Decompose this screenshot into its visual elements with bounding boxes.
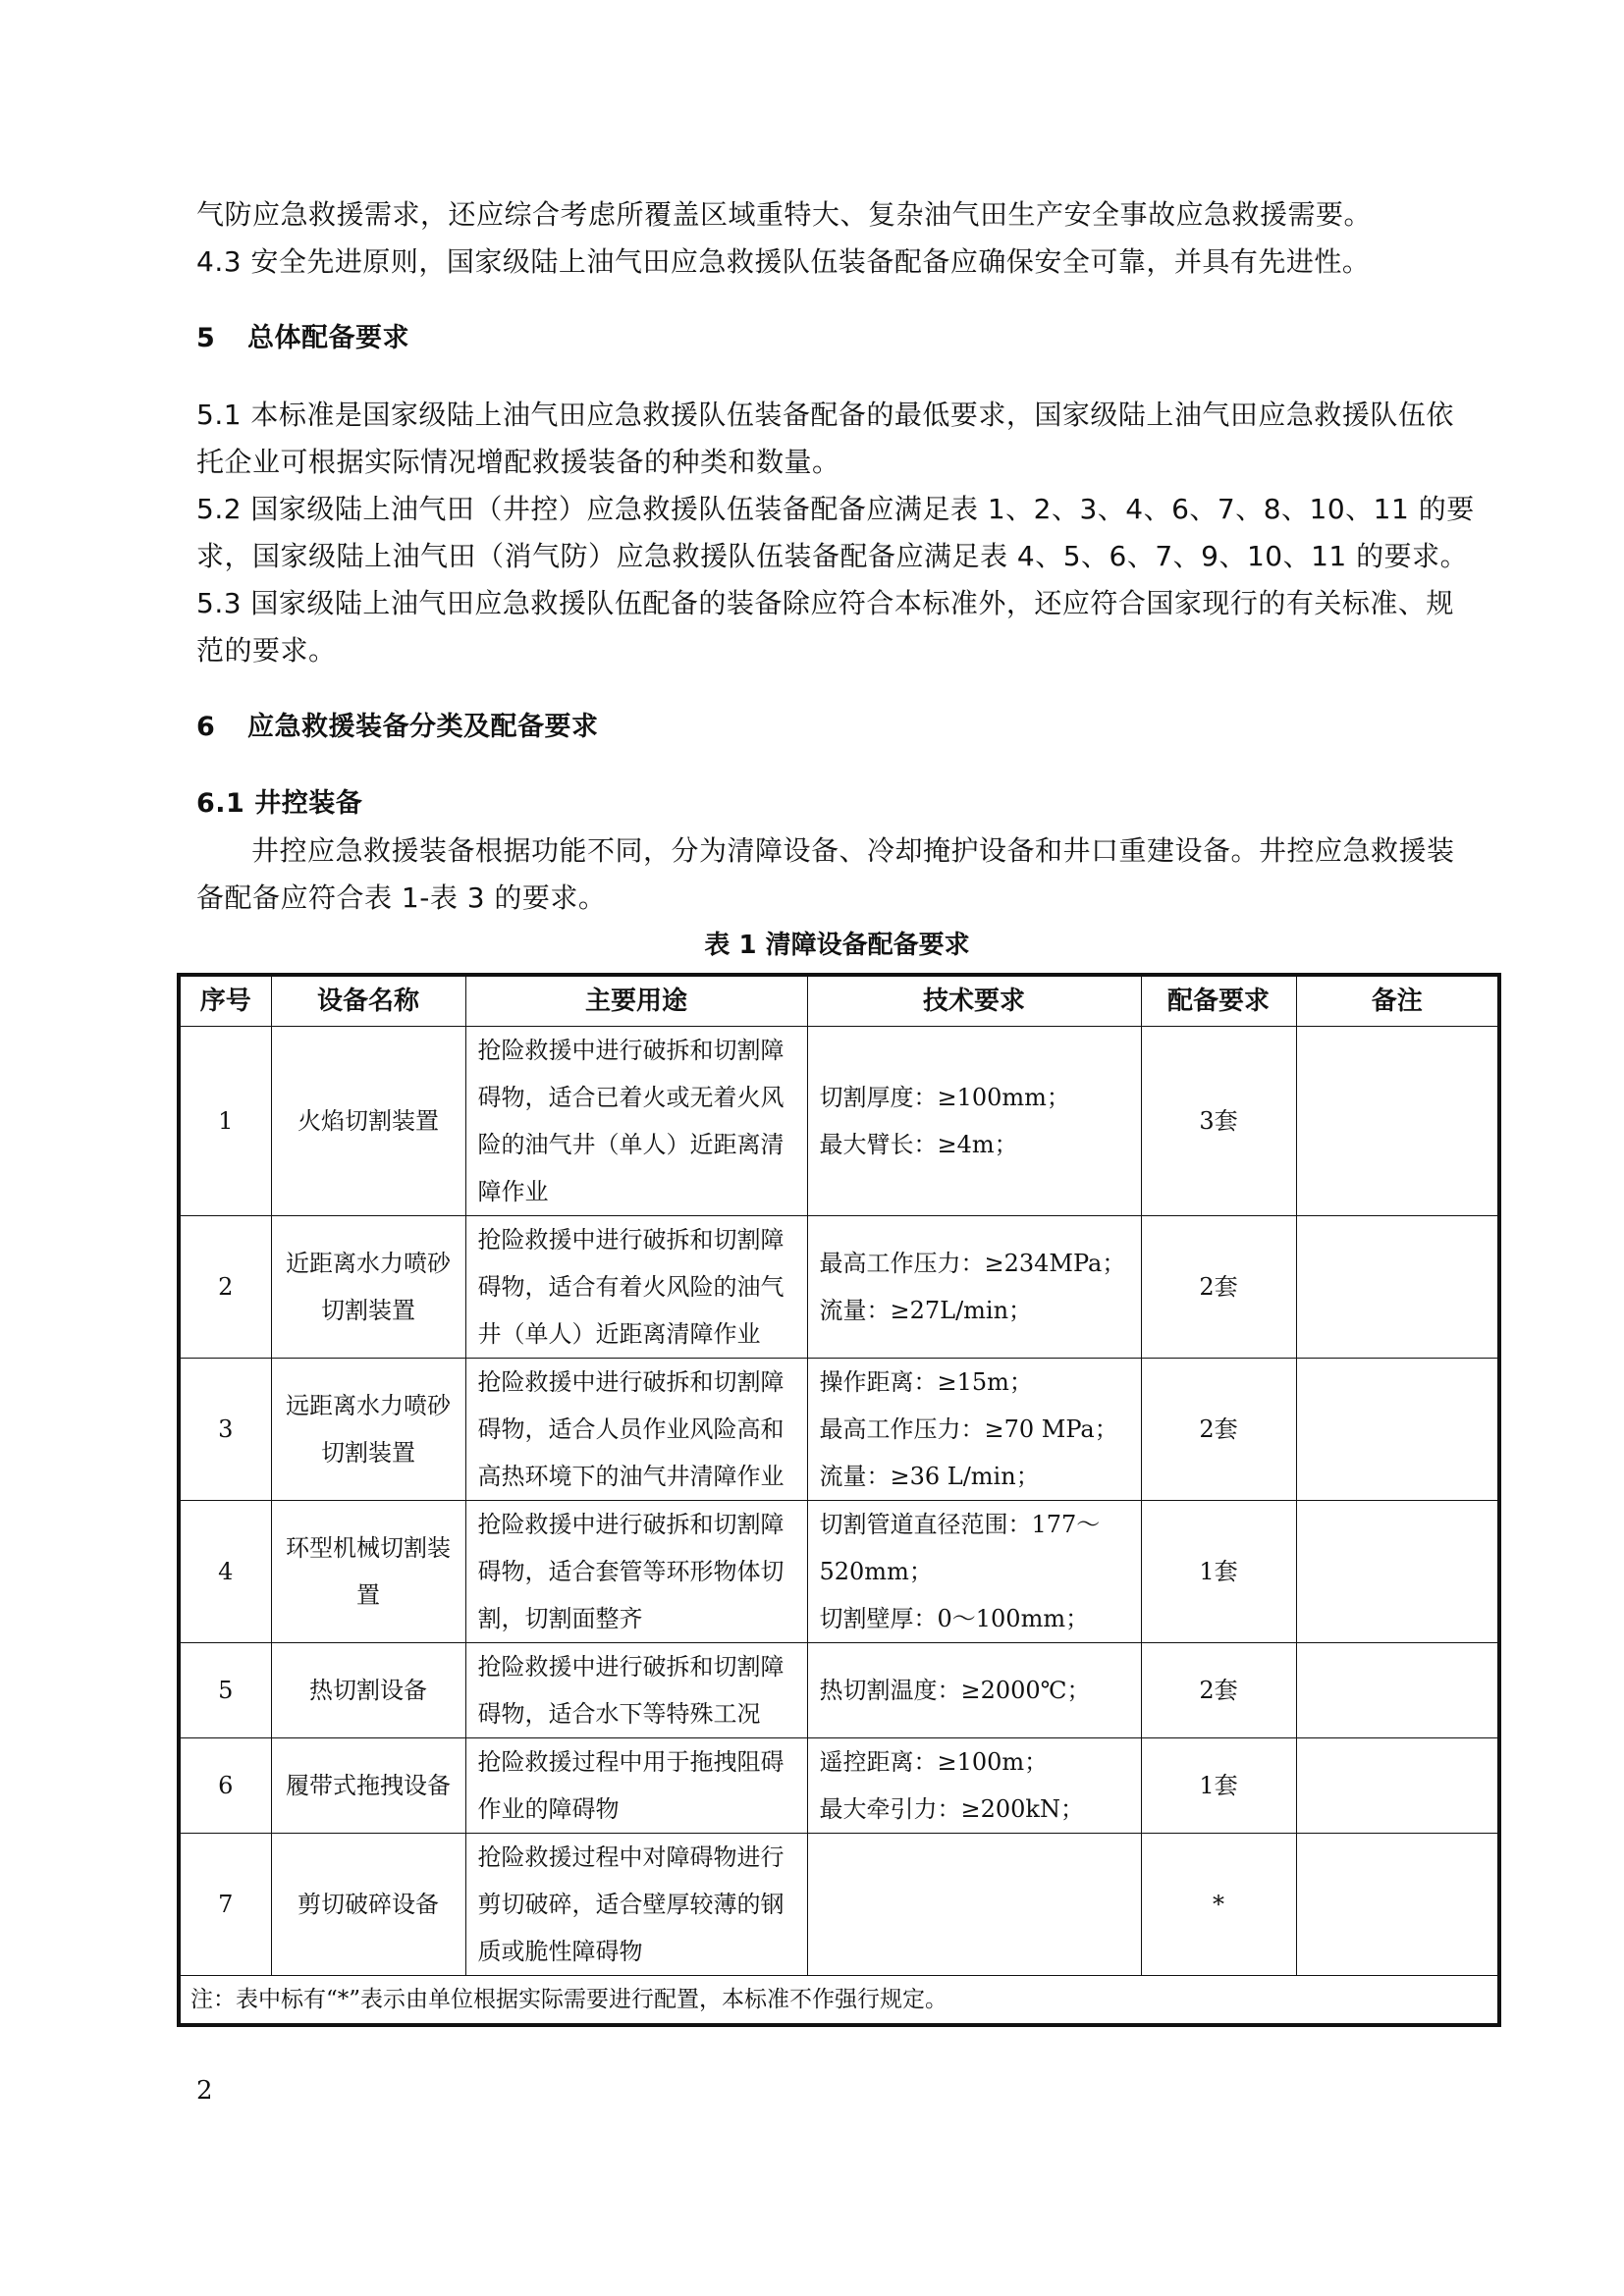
cell-use: 抢险救援中进行破拆和切割障碍物，适合有着火风险的油气井（单人）近距离清障作业 [465, 1216, 807, 1359]
cell-note [1296, 1834, 1499, 1976]
tech-line: 切割壁厚：0～100mm； [819, 1605, 1090, 1632]
tech-line: 最高工作压力：≥234MPa； [819, 1250, 1126, 1277]
cell-note [1296, 1359, 1499, 1501]
tech-line: 遥控距离：≥100m； [819, 1748, 1049, 1776]
section-6-heading [196, 704, 1478, 751]
section-5-1: 5.1 本标准是国家级陆上油气田应急救援队伍装备配备的最低要求，国家级陆上油气田应急救援队伍依托企业可根据实际情况增配救援装备的种类和数量。 [196, 399, 1454, 478]
tech-line: 流量：≥27L/min； [819, 1297, 1033, 1324]
cell-no: 1 [179, 1027, 271, 1216]
section-5-2: 5.2 国家级陆上油气田（井控）应急救援队伍装备配备应满足表 1、2、3、4、6、7、8、10、11 的要求，国家级陆上油气田（消气防）应急救援队伍装备配备应满足表 4、5、6、7、9、10、11 的要求。 [196, 493, 1475, 572]
tech-line: 操作距离：≥15m； [819, 1368, 1033, 1396]
cell-note [1296, 1643, 1499, 1738]
section-5-heading [196, 315, 1478, 362]
tech-line: 切割厚度：≥100mm； [819, 1084, 1070, 1111]
table-1-caption: 表 1 清障设备配备要求 [704, 931, 970, 960]
tech-line: 最大臂长：≥4m； [819, 1131, 1018, 1158]
cell-tech [807, 1643, 1141, 1738]
table-header-row [179, 975, 1499, 1027]
table-row [179, 1643, 1499, 1738]
cell-no: 2 [179, 1216, 271, 1359]
table-row [179, 1216, 1499, 1359]
table-row [179, 1359, 1499, 1501]
cell-note [1296, 1027, 1499, 1216]
cell-name: 履带式拖拽设备 [271, 1738, 465, 1834]
cell-qty: 2套 [1141, 1643, 1296, 1738]
cell-tech [807, 1738, 1141, 1834]
cell-use: 抢险救援过程中用于拖拽阻碍作业的障碍物 [465, 1738, 807, 1834]
cell-tech [807, 1834, 1141, 1976]
cell-qty: 2套 [1141, 1359, 1296, 1501]
cell-qty: 3套 [1141, 1027, 1296, 1216]
cell-use: 抢险救援过程中对障碍物进行剪切破碎，适合壁厚较薄的钢质或脆性障碍物 [465, 1834, 807, 1976]
table-row [179, 1501, 1499, 1643]
table-1 [177, 973, 1501, 2027]
col-header-use: 主要用途 [465, 975, 807, 1027]
col-header-note: 备注 [1296, 975, 1499, 1027]
cell-tech [807, 1501, 1141, 1643]
section-5-title: 总体配备要求 [247, 323, 409, 353]
table-footnote: 注：表中标有“*”表示由单位根据实际需要进行配置，本标准不作强行规定。 [179, 1976, 1499, 2026]
tech-line: 最高工作压力：≥70 MPa； [819, 1415, 1118, 1443]
cell-note [1296, 1738, 1499, 1834]
cell-name: 远距离水力喷砂切割装置 [271, 1359, 465, 1501]
table-row [179, 1738, 1499, 1834]
cell-use: 抢险救援中进行破拆和切割障碍物，适合人员作业风险高和高热环境下的油气井清障作业 [465, 1359, 807, 1501]
cell-name: 剪切破碎设备 [271, 1834, 465, 1976]
cell-name: 火焰切割装置 [271, 1027, 465, 1216]
cell-qty: * [1141, 1834, 1296, 1976]
col-header-name: 设备名称 [271, 975, 465, 1027]
col-header-no: 序号 [179, 975, 271, 1027]
table-row [179, 1834, 1499, 1976]
cell-note [1296, 1501, 1499, 1643]
cell-note [1296, 1216, 1499, 1359]
page-number: 2 [196, 2076, 213, 2106]
cell-tech [807, 1216, 1141, 1359]
section-6-1-heading: 6.1 井控装备 [196, 788, 363, 819]
cell-name: 近距离水力喷砂切割装置 [271, 1216, 465, 1359]
section-6-1-paragraph: 井控应急救援装备根据功能不同，分为清障设备、冷却掩护设备和井口重建设备。井控应急救援装备配备应符合表 1-表 3 的要求。 [196, 834, 1455, 914]
tech-line: 切割管道直径范围：177～520mm； [819, 1511, 1101, 1585]
col-header-tech: 技术要求 [807, 975, 1141, 1027]
cell-tech [807, 1027, 1141, 1216]
cell-qty: 1套 [1141, 1501, 1296, 1643]
cell-no: 3 [179, 1359, 271, 1501]
tech-line: 最大牵引力：≥200kN； [819, 1795, 1084, 1823]
section-5-number: 5 [196, 323, 216, 353]
intro-paragraph-2: 4.3 安全先进原则，国家级陆上油气田应急救援队伍装备配备应确保安全可靠，并具有先进性。 [196, 245, 1371, 278]
cell-name: 热切割设备 [271, 1643, 465, 1738]
cell-use: 抢险救援中进行破拆和切割障碍物，适合已着火或无着火风险的油气井（单人）近距离清障作业 [465, 1027, 807, 1216]
cell-tech [807, 1359, 1141, 1501]
cell-qty: 1套 [1141, 1738, 1296, 1834]
cell-qty: 2套 [1141, 1216, 1296, 1359]
tech-line: 热切割温度：≥2000℃； [819, 1677, 1091, 1704]
cell-no: 7 [179, 1834, 271, 1976]
table-footnote-row [179, 1976, 1499, 2026]
cell-no: 6 [179, 1738, 271, 1834]
intro-paragraph-1: 气防应急救援需求，还应综合考虑所覆盖区域重特大、复杂油气田生产安全事故应急救援需要。 [196, 198, 1373, 231]
tech-line: 流量：≥36 L/min； [819, 1463, 1040, 1490]
table-row [179, 1027, 1499, 1216]
cell-use: 抢险救援中进行破拆和切割障碍物，适合水下等特殊工况 [465, 1643, 807, 1738]
section-6-title: 应急救援装备分类及配备要求 [247, 712, 599, 742]
section-6-number: 6 [196, 712, 216, 742]
page-content [190, 191, 1478, 2027]
cell-use: 抢险救援中进行破拆和切割障碍物，适合套管等环形物体切割，切割面整齐 [465, 1501, 807, 1643]
section-5-3: 5.3 国家级陆上油气田应急救援队伍配备的装备除应符合本标准外，还应符合国家现行的有关标准、规范的要求。 [196, 587, 1454, 667]
col-header-qty: 配备要求 [1141, 975, 1296, 1027]
cell-name: 环型机械切割装置 [271, 1501, 465, 1643]
cell-no: 5 [179, 1643, 271, 1738]
cell-no: 4 [179, 1501, 271, 1643]
table-1-wrapper [177, 973, 1497, 2027]
